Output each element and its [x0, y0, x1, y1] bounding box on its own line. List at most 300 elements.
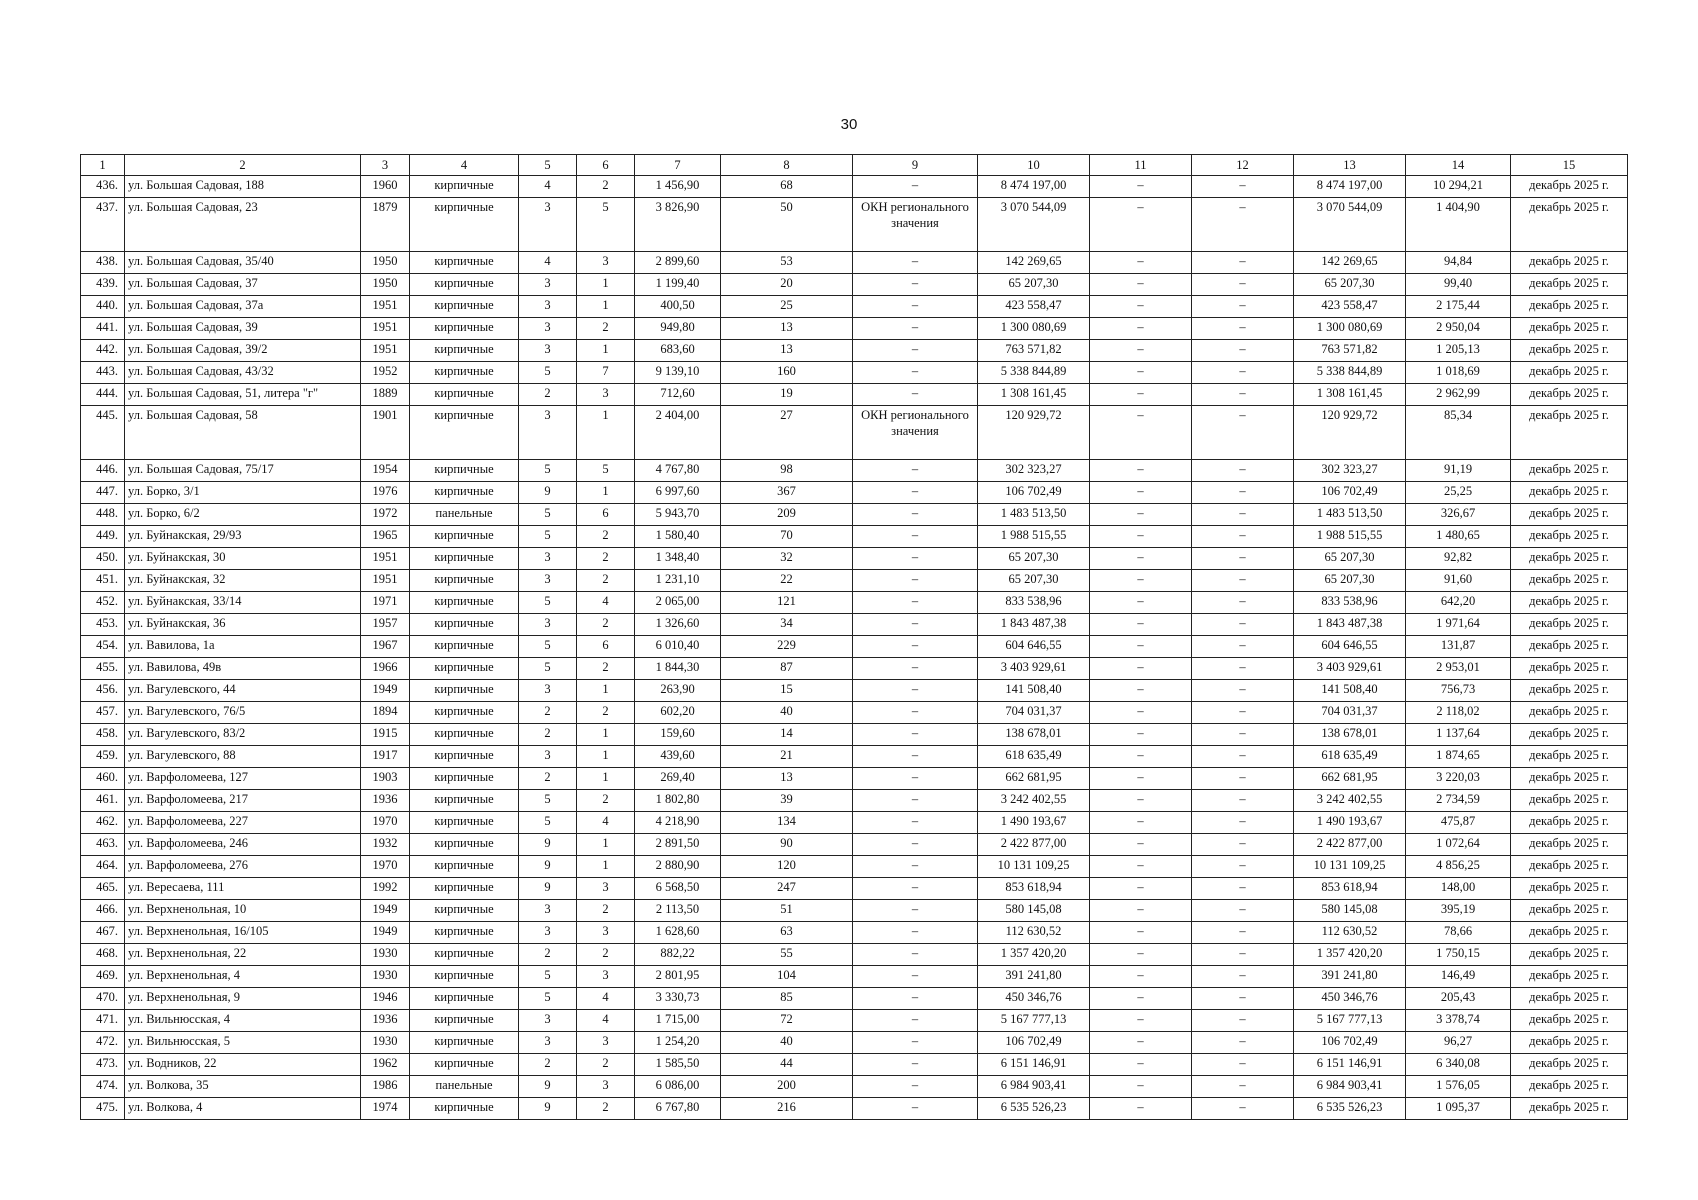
heritage-status: – [853, 614, 978, 636]
total-area: 6 997,60 [635, 482, 721, 504]
total-area: 4 218,90 [635, 812, 721, 834]
cost-13: 6 151 146,91 [1294, 1054, 1406, 1076]
floors: 3 [519, 922, 577, 944]
total-cost: 423 558,47 [978, 296, 1090, 318]
column-header: 1 [81, 155, 125, 176]
residents: 19 [721, 384, 853, 406]
address: ул. Верхненольная, 10 [125, 900, 361, 922]
total-cost: 1 490 193,67 [978, 812, 1090, 834]
cell-11: – [1090, 834, 1192, 856]
year-built: 1965 [361, 526, 410, 548]
row-number: 457. [81, 702, 125, 724]
heritage-status: – [853, 1032, 978, 1054]
residents: 70 [721, 526, 853, 548]
column-header: 3 [361, 155, 410, 176]
row-number: 453. [81, 614, 125, 636]
table-row [81, 768, 1628, 790]
cell-12: – [1192, 878, 1294, 900]
wall-material: кирпичные [410, 702, 519, 724]
cost-13: 1 490 193,67 [1294, 812, 1406, 834]
cell-11: – [1090, 384, 1192, 406]
total-area: 6 767,80 [635, 1098, 721, 1120]
heritage-status: – [853, 702, 978, 724]
year-built: 1949 [361, 680, 410, 702]
cell-11: – [1090, 252, 1192, 274]
row-number: 436. [81, 176, 125, 198]
cost-13: 1 843 487,38 [1294, 614, 1406, 636]
cost-13: 65 207,30 [1294, 274, 1406, 296]
cell-12: – [1192, 724, 1294, 746]
year-built: 1932 [361, 834, 410, 856]
cell-11: – [1090, 176, 1192, 198]
deadline: декабрь 2025 г. [1511, 482, 1628, 504]
year-built: 1960 [361, 176, 410, 198]
address: ул. Буйнакская, 29/93 [125, 526, 361, 548]
cell-12: – [1192, 504, 1294, 526]
year-built: 1949 [361, 922, 410, 944]
cost-per-sqm: 756,73 [1406, 680, 1511, 702]
entrances: 2 [577, 790, 635, 812]
entrances: 4 [577, 1010, 635, 1032]
year-built: 1950 [361, 274, 410, 296]
table-row [81, 548, 1628, 570]
cost-13: 8 474 197,00 [1294, 176, 1406, 198]
entrances: 1 [577, 834, 635, 856]
cell-12: – [1192, 274, 1294, 296]
cost-13: 106 702,49 [1294, 1032, 1406, 1054]
address: ул. Большая Садовая, 188 [125, 176, 361, 198]
cost-13: 10 131 109,25 [1294, 856, 1406, 878]
address: ул. Варфоломеева, 227 [125, 812, 361, 834]
row-number: 441. [81, 318, 125, 340]
cost-13: 3 242 402,55 [1294, 790, 1406, 812]
year-built: 1903 [361, 768, 410, 790]
residents: 20 [721, 274, 853, 296]
deadline: декабрь 2025 г. [1511, 384, 1628, 406]
year-built: 1976 [361, 482, 410, 504]
cost-13: 1 300 080,69 [1294, 318, 1406, 340]
floors: 5 [519, 592, 577, 614]
heritage-status: – [853, 384, 978, 406]
row-number: 439. [81, 274, 125, 296]
residents: 90 [721, 834, 853, 856]
total-cost: 302 323,27 [978, 460, 1090, 482]
residents: 53 [721, 252, 853, 274]
entrances: 2 [577, 1098, 635, 1120]
deadline: декабрь 2025 г. [1511, 966, 1628, 988]
wall-material: кирпичные [410, 966, 519, 988]
row-number: 450. [81, 548, 125, 570]
table-row [81, 900, 1628, 922]
total-cost: 65 207,30 [978, 570, 1090, 592]
table-row [81, 658, 1628, 680]
column-header: 14 [1406, 155, 1511, 176]
deadline: декабрь 2025 г. [1511, 834, 1628, 856]
total-area: 882,22 [635, 944, 721, 966]
table-row [81, 318, 1628, 340]
entrances: 3 [577, 1032, 635, 1054]
heritage-status: – [853, 1054, 978, 1076]
cell-11: – [1090, 790, 1192, 812]
heritage-status: – [853, 526, 978, 548]
table-row [81, 856, 1628, 878]
year-built: 1951 [361, 318, 410, 340]
cost-per-sqm: 1 750,15 [1406, 944, 1511, 966]
year-built: 1930 [361, 1032, 410, 1054]
cell-12: – [1192, 406, 1294, 460]
cell-12: – [1192, 1076, 1294, 1098]
heritage-status: – [853, 856, 978, 878]
residents: 15 [721, 680, 853, 702]
table-row [81, 384, 1628, 406]
total-cost: 5 167 777,13 [978, 1010, 1090, 1032]
column-header: 8 [721, 155, 853, 176]
total-cost: 8 474 197,00 [978, 176, 1090, 198]
wall-material: кирпичные [410, 406, 519, 460]
cost-13: 618 635,49 [1294, 746, 1406, 768]
floors: 9 [519, 1098, 577, 1120]
cost-13: 6 535 526,23 [1294, 1098, 1406, 1120]
cost-per-sqm: 2 962,99 [1406, 384, 1511, 406]
total-area: 269,40 [635, 768, 721, 790]
entrances: 4 [577, 988, 635, 1010]
table-row [81, 1032, 1628, 1054]
address: ул. Вагулевского, 44 [125, 680, 361, 702]
row-number: 442. [81, 340, 125, 362]
cell-12: – [1192, 944, 1294, 966]
table-row [81, 680, 1628, 702]
total-cost: 833 538,96 [978, 592, 1090, 614]
cell-11: – [1090, 878, 1192, 900]
cost-per-sqm: 1 137,64 [1406, 724, 1511, 746]
floors: 3 [519, 318, 577, 340]
cost-13: 5 167 777,13 [1294, 1010, 1406, 1032]
cost-13: 142 269,65 [1294, 252, 1406, 274]
residents: 200 [721, 1076, 853, 1098]
heritage-status: – [853, 680, 978, 702]
entrances: 3 [577, 922, 635, 944]
wall-material: кирпичные [410, 1032, 519, 1054]
year-built: 1972 [361, 504, 410, 526]
deadline: декабрь 2025 г. [1511, 702, 1628, 724]
year-built: 1951 [361, 296, 410, 318]
total-area: 602,20 [635, 702, 721, 724]
residents: 13 [721, 318, 853, 340]
column-header: 12 [1192, 155, 1294, 176]
total-cost: 1 357 420,20 [978, 944, 1090, 966]
cost-13: 5 338 844,89 [1294, 362, 1406, 384]
heritage-status: – [853, 592, 978, 614]
floors: 4 [519, 176, 577, 198]
table-row [81, 570, 1628, 592]
year-built: 1949 [361, 900, 410, 922]
wall-material: кирпичные [410, 592, 519, 614]
wall-material: кирпичные [410, 680, 519, 702]
column-header: 7 [635, 155, 721, 176]
heritage-status: – [853, 746, 978, 768]
floors: 5 [519, 790, 577, 812]
page-number: 30 [840, 116, 858, 133]
deadline: декабрь 2025 г. [1511, 900, 1628, 922]
row-number: 446. [81, 460, 125, 482]
cost-13: 3 403 929,61 [1294, 658, 1406, 680]
entrances: 2 [577, 526, 635, 548]
deadline: декабрь 2025 г. [1511, 176, 1628, 198]
address: ул. Вагулевского, 76/5 [125, 702, 361, 724]
address: ул. Большая Садовая, 23 [125, 198, 361, 252]
cell-11: – [1090, 406, 1192, 460]
total-cost: 120 929,72 [978, 406, 1090, 460]
heritage-status: – [853, 340, 978, 362]
total-cost: 141 508,40 [978, 680, 1090, 702]
year-built: 1974 [361, 1098, 410, 1120]
total-area: 159,60 [635, 724, 721, 746]
cell-12: – [1192, 812, 1294, 834]
row-number: 445. [81, 406, 125, 460]
deadline: декабрь 2025 г. [1511, 340, 1628, 362]
entrances: 3 [577, 878, 635, 900]
row-number: 464. [81, 856, 125, 878]
cell-11: – [1090, 570, 1192, 592]
residents: 21 [721, 746, 853, 768]
cell-11: – [1090, 724, 1192, 746]
deadline: декабрь 2025 г. [1511, 614, 1628, 636]
heritage-status: – [853, 944, 978, 966]
entrances: 4 [577, 812, 635, 834]
heritage-status: ОКН регионального значения [853, 198, 978, 252]
total-area: 1 628,60 [635, 922, 721, 944]
row-number: 437. [81, 198, 125, 252]
total-area: 2 113,50 [635, 900, 721, 922]
year-built: 1915 [361, 724, 410, 746]
wall-material: кирпичные [410, 834, 519, 856]
cell-11: – [1090, 1076, 1192, 1098]
residents: 209 [721, 504, 853, 526]
total-cost: 618 635,49 [978, 746, 1090, 768]
cost-13: 423 558,47 [1294, 296, 1406, 318]
address: ул. Варфоломеева, 127 [125, 768, 361, 790]
cost-per-sqm: 94,84 [1406, 252, 1511, 274]
deadline: декабрь 2025 г. [1511, 318, 1628, 340]
cell-11: – [1090, 362, 1192, 384]
cost-per-sqm: 1 095,37 [1406, 1098, 1511, 1120]
cell-11: – [1090, 680, 1192, 702]
entrances: 1 [577, 296, 635, 318]
address: ул. Верхненольная, 16/105 [125, 922, 361, 944]
table-row [81, 790, 1628, 812]
floors: 4 [519, 252, 577, 274]
entrances: 3 [577, 1076, 635, 1098]
total-area: 1 585,50 [635, 1054, 721, 1076]
cost-per-sqm: 131,87 [1406, 636, 1511, 658]
total-cost: 763 571,82 [978, 340, 1090, 362]
total-cost: 112 630,52 [978, 922, 1090, 944]
entrances: 2 [577, 548, 635, 570]
cost-13: 704 031,37 [1294, 702, 1406, 724]
wall-material: кирпичные [410, 988, 519, 1010]
heritage-status: – [853, 878, 978, 900]
column-header: 13 [1294, 155, 1406, 176]
year-built: 1930 [361, 944, 410, 966]
data-table [80, 154, 1628, 1120]
table-row [81, 724, 1628, 746]
heritage-status: – [853, 362, 978, 384]
address: ул. Верхненольная, 22 [125, 944, 361, 966]
cell-12: – [1192, 966, 1294, 988]
floors: 2 [519, 944, 577, 966]
cell-11: – [1090, 482, 1192, 504]
address: ул. Буйнакская, 33/14 [125, 592, 361, 614]
total-cost: 580 145,08 [978, 900, 1090, 922]
table-row [81, 988, 1628, 1010]
table-row [81, 176, 1628, 198]
entrances: 6 [577, 504, 635, 526]
row-number: 468. [81, 944, 125, 966]
floors: 3 [519, 340, 577, 362]
heritage-status: ОКН регионального значения [853, 406, 978, 460]
floors: 5 [519, 988, 577, 1010]
row-number: 458. [81, 724, 125, 746]
entrances: 2 [577, 176, 635, 198]
wall-material: кирпичные [410, 252, 519, 274]
entrances: 1 [577, 274, 635, 296]
deadline: декабрь 2025 г. [1511, 198, 1628, 252]
cost-13: 138 678,01 [1294, 724, 1406, 746]
total-area: 1 580,40 [635, 526, 721, 548]
cost-per-sqm: 2 175,44 [1406, 296, 1511, 318]
cost-13: 302 323,27 [1294, 460, 1406, 482]
table-row [81, 614, 1628, 636]
row-number: 474. [81, 1076, 125, 1098]
residents: 216 [721, 1098, 853, 1120]
cell-12: – [1192, 318, 1294, 340]
heritage-status: – [853, 636, 978, 658]
cost-per-sqm: 96,27 [1406, 1032, 1511, 1054]
entrances: 1 [577, 680, 635, 702]
cost-per-sqm: 2 950,04 [1406, 318, 1511, 340]
total-area: 263,90 [635, 680, 721, 702]
cell-11: – [1090, 296, 1192, 318]
address: ул. Борко, 3/1 [125, 482, 361, 504]
address: ул. Большая Садовая, 39/2 [125, 340, 361, 362]
total-area: 9 139,10 [635, 362, 721, 384]
cell-12: – [1192, 570, 1294, 592]
address: ул. Верхненольная, 4 [125, 966, 361, 988]
total-area: 6 568,50 [635, 878, 721, 900]
cell-11: – [1090, 318, 1192, 340]
residents: 40 [721, 1032, 853, 1054]
deadline: декабрь 2025 г. [1511, 856, 1628, 878]
cell-12: – [1192, 1032, 1294, 1054]
cell-12: – [1192, 988, 1294, 1010]
total-cost: 704 031,37 [978, 702, 1090, 724]
cell-11: – [1090, 460, 1192, 482]
entrances: 3 [577, 252, 635, 274]
floors: 9 [519, 1076, 577, 1098]
wall-material: кирпичные [410, 768, 519, 790]
heritage-status: – [853, 812, 978, 834]
table-row [81, 592, 1628, 614]
wall-material: кирпичные [410, 318, 519, 340]
year-built: 1971 [361, 592, 410, 614]
heritage-status: – [853, 966, 978, 988]
cell-12: – [1192, 362, 1294, 384]
table-row [81, 1010, 1628, 1032]
residents: 25 [721, 296, 853, 318]
residents: 27 [721, 406, 853, 460]
entrances: 1 [577, 406, 635, 460]
heritage-status: – [853, 504, 978, 526]
residents: 63 [721, 922, 853, 944]
cost-per-sqm: 25,25 [1406, 482, 1511, 504]
column-header: 6 [577, 155, 635, 176]
address: ул. Буйнакская, 36 [125, 614, 361, 636]
table-row [81, 252, 1628, 274]
residents: 367 [721, 482, 853, 504]
entrances: 6 [577, 636, 635, 658]
wall-material: панельные [410, 1076, 519, 1098]
wall-material: кирпичные [410, 746, 519, 768]
deadline: декабрь 2025 г. [1511, 944, 1628, 966]
cell-12: – [1192, 768, 1294, 790]
row-number: 438. [81, 252, 125, 274]
total-area: 1 254,20 [635, 1032, 721, 1054]
total-cost: 5 338 844,89 [978, 362, 1090, 384]
table-row [81, 460, 1628, 482]
year-built: 1951 [361, 340, 410, 362]
cost-per-sqm: 99,40 [1406, 274, 1511, 296]
deadline: декабрь 2025 г. [1511, 658, 1628, 680]
address: ул. Большая Садовая, 37а [125, 296, 361, 318]
total-cost: 3 070 544,09 [978, 198, 1090, 252]
cell-12: – [1192, 460, 1294, 482]
cell-12: – [1192, 856, 1294, 878]
residents: 55 [721, 944, 853, 966]
row-number: 449. [81, 526, 125, 548]
floors: 2 [519, 724, 577, 746]
heritage-status: – [853, 834, 978, 856]
residents: 134 [721, 812, 853, 834]
deadline: декабрь 2025 г. [1511, 680, 1628, 702]
floors: 3 [519, 406, 577, 460]
residents: 40 [721, 702, 853, 724]
column-header: 11 [1090, 155, 1192, 176]
wall-material: кирпичные [410, 340, 519, 362]
heritage-status: – [853, 460, 978, 482]
floors: 2 [519, 1054, 577, 1076]
total-cost: 106 702,49 [978, 482, 1090, 504]
wall-material: кирпичные [410, 856, 519, 878]
wall-material: кирпичные [410, 614, 519, 636]
table-row [81, 1098, 1628, 1120]
total-cost: 450 346,76 [978, 988, 1090, 1010]
cell-12: – [1192, 636, 1294, 658]
floors: 3 [519, 680, 577, 702]
table-row [81, 362, 1628, 384]
deadline: декабрь 2025 г. [1511, 592, 1628, 614]
cost-per-sqm: 395,19 [1406, 900, 1511, 922]
total-cost: 10 131 109,25 [978, 856, 1090, 878]
wall-material: кирпичные [410, 384, 519, 406]
cell-11: – [1090, 768, 1192, 790]
total-area: 2 880,90 [635, 856, 721, 878]
residents: 13 [721, 340, 853, 362]
deadline: декабрь 2025 г. [1511, 406, 1628, 460]
wall-material: кирпичные [410, 482, 519, 504]
floors: 3 [519, 296, 577, 318]
total-area: 1 231,10 [635, 570, 721, 592]
entrances: 1 [577, 768, 635, 790]
